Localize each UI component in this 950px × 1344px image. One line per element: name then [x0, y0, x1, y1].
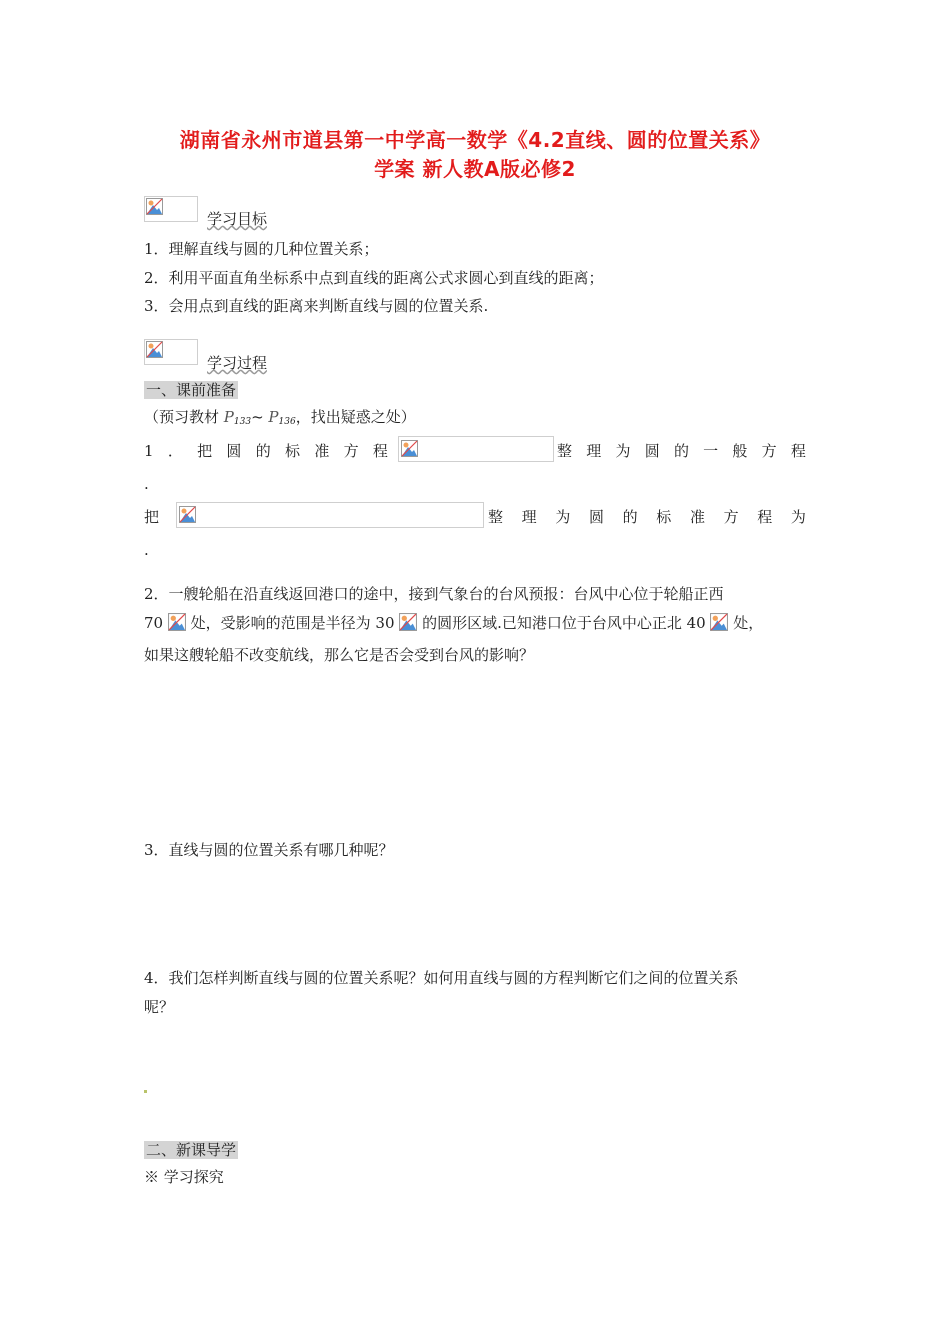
broken-image-icon [146, 198, 163, 215]
q4-line1: 4．我们怎样判断直线与圆的位置关系呢？如何用直线与圆的方程判断它们之间的位置关系 [144, 969, 739, 987]
process-heading: 学习过程 [207, 354, 268, 372]
q3-text: 3．直线与圆的位置关系有哪几种呢？ [144, 841, 394, 859]
stray-mark [144, 1090, 147, 1093]
q1-period-2: . [144, 541, 149, 559]
q4-line2: 呢？ [144, 998, 175, 1016]
objective-item-3: 3．会用点到直线的距离来判断直线与圆的位置关系. [144, 297, 489, 315]
q1-period-1: . [144, 475, 149, 493]
q1-line2-left: 把 [144, 508, 160, 526]
q1-line2-right: 整 理 为 圆 的 标 准 方 程 为 [488, 508, 806, 526]
document-title-line2: 学案 新人教A版必修2 [374, 157, 576, 181]
q2-line2: 70 处，受影响的范围是半径为 30 的圆形区域.已知港口位于台风中心正北 40 处， [144, 614, 764, 632]
q1-line1-left: 1 ． 把 圆 的 标 准 方 程 [144, 442, 388, 460]
explore-heading: ※ 学习探究 [144, 1168, 224, 1186]
broken-image-icon [146, 341, 163, 358]
objective-item-2: 2．利用平面直角坐标系中点到直线的距离公式求圆心到直线的距离； [144, 269, 604, 287]
q1-equation-image-2 [176, 502, 484, 528]
q2-line3: 如果这艘轮船不改变航线，那么它是否会受到台风的影响？ [144, 646, 535, 664]
document-title-line1: 湖南省永州市道县第一中学高一数学《4.2直线、圆的位置关系》 [179, 128, 771, 152]
objectives-heading: 学习目标 [207, 210, 268, 228]
section2-title: 二、新课导学 [146, 1141, 237, 1159]
broken-image-icon [179, 506, 196, 523]
objectives-header-image [144, 196, 198, 222]
broken-image-icon [168, 613, 186, 631]
q1-line1-right: 整 理 为 圆 的 一 般 方 程 [557, 442, 806, 460]
q2-line1: 2．一艘轮船在沿直线返回港口的途中，接到气象台的台风预报：台风中心位于轮船正西 [144, 585, 724, 603]
objective-item-1: 1．理解直线与圆的几种位置关系； [144, 240, 379, 258]
broken-image-icon [399, 613, 417, 631]
section1-title: 一、课前准备 [146, 381, 237, 399]
preview-note: （预习教材 $P_{133}\sim$ $P_{136}$，找出疑惑之处） [144, 408, 416, 427]
broken-image-icon [710, 613, 728, 631]
q1-equation-image-1 [398, 436, 554, 462]
broken-image-icon [401, 440, 418, 457]
process-header-image [144, 339, 198, 365]
